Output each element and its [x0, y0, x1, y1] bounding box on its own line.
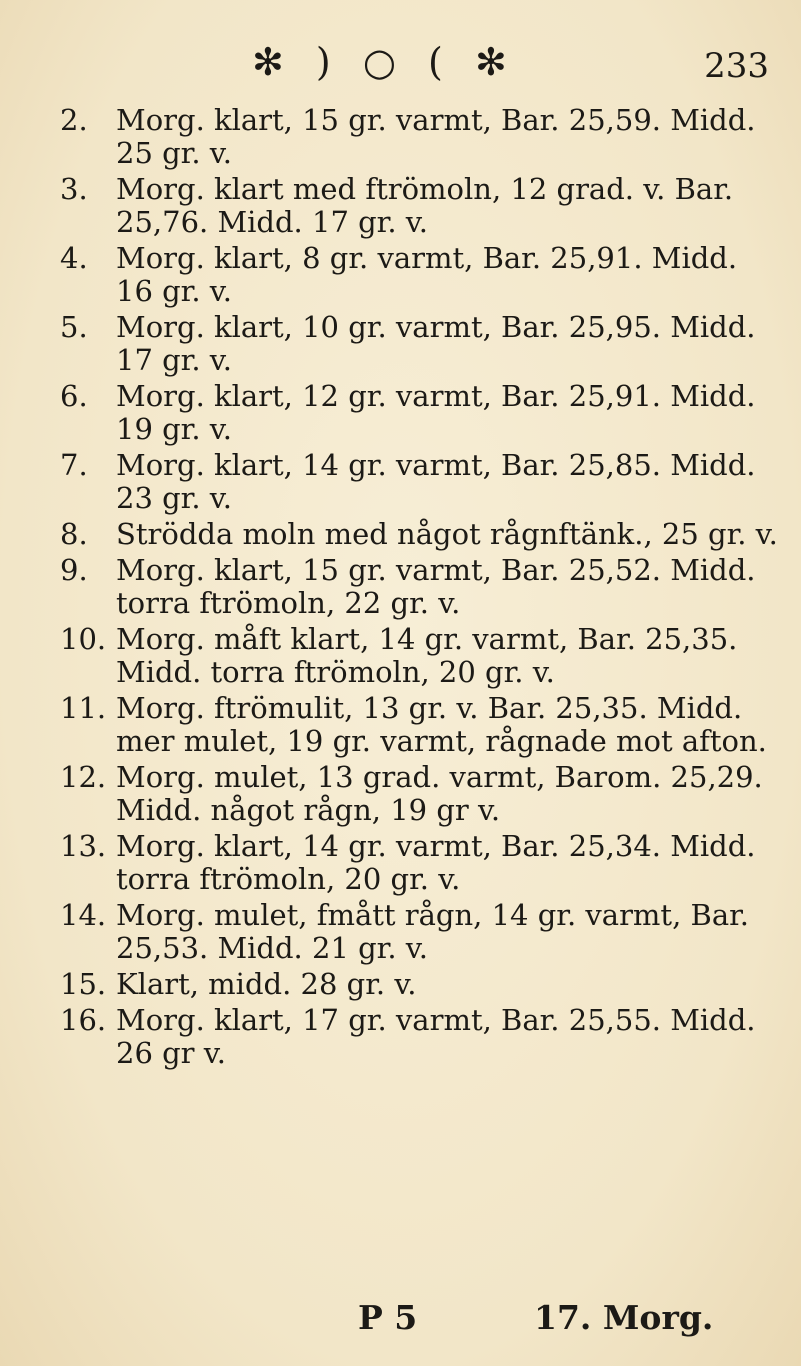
entry-text: Morg. klart, 14 gr. varmt, Bar. 25,85. Midd. 23 gr. v.	[116, 448, 756, 515]
log-entry	[60, 968, 780, 1001]
log-entry	[60, 449, 780, 515]
entry-text: Morg. mulet, fmått rågn, 14 gr. varmt, Bar. 25,53. Midd. 21 gr. v.	[116, 898, 750, 965]
entry-number: 5.	[60, 310, 88, 344]
log-entry	[60, 692, 780, 758]
log-entry	[60, 623, 780, 689]
entry-text: Morg. klart, 8 gr. varmt, Bar. 25,91. Midd. 16 gr. v.	[116, 241, 738, 308]
entry-text: Morg. måft klart, 14 gr. varmt, Bar. 25,35. Midd. torra ftrömoln, 20 gr. v.	[116, 622, 738, 689]
entry-number: 10.	[60, 622, 107, 656]
log-entry	[60, 1004, 780, 1070]
log-entry	[60, 554, 780, 620]
log-entry	[60, 173, 780, 239]
header-ornament: ✻ ) ○ ( ✻	[252, 40, 517, 84]
entry-number: 11.	[60, 691, 107, 725]
entry-number: 2.	[60, 103, 88, 137]
signature-mark: P 5	[358, 1298, 418, 1337]
catchword: 17. Morg.	[534, 1298, 714, 1337]
page-header	[0, 40, 801, 96]
entry-number: 16.	[60, 1003, 107, 1037]
entry-text: Morg. klart, 14 gr. varmt, Bar. 25,34. Midd. torra ftrömoln, 20 gr. v.	[116, 829, 756, 896]
entry-number: 3.	[60, 172, 88, 206]
log-entry	[60, 518, 780, 551]
log-entry	[60, 311, 780, 377]
entry-number: 6.	[60, 379, 88, 413]
entry-text: Klart, midd. 28 gr. v.	[116, 967, 417, 1001]
entry-text: Strödda moln med något rågnftänk., 25 gr. v.	[116, 517, 778, 551]
entry-text: Morg. ftrömulit, 13 gr. v. Bar. 25,35. Midd. mer mulet, 19 gr. varmt, rågnade mot afton.	[116, 691, 767, 758]
entry-text: Morg. klart, 15 gr. varmt, Bar. 25,59. Midd. 25 gr. v.	[116, 103, 756, 170]
entry-number: 14.	[60, 898, 107, 932]
entry-number: 9.	[60, 553, 88, 587]
entry-text: Morg. klart, 10 gr. varmt, Bar. 25,95. Midd. 17 gr. v.	[116, 310, 756, 377]
entry-number: 12.	[60, 760, 107, 794]
log-entry	[60, 242, 780, 308]
log-entry	[60, 104, 780, 170]
weather-log	[60, 104, 780, 1073]
log-entry	[60, 830, 780, 896]
entry-number: 8.	[60, 517, 88, 551]
log-entry	[60, 761, 780, 827]
entry-text: Morg. klart, 12 gr. varmt, Bar. 25,91. Midd. 19 gr. v.	[116, 379, 756, 446]
entry-number: 13.	[60, 829, 107, 863]
entry-number: 4.	[60, 241, 88, 275]
log-entry	[60, 899, 780, 965]
entry-text: Morg. klart, 17 gr. varmt, Bar. 25,55. Midd. 26 gr v.	[116, 1003, 756, 1070]
entry-number: 15.	[60, 967, 107, 1001]
entry-text: Morg. klart, 15 gr. varmt, Bar. 25,52. Midd. torra ftrömoln, 22 gr. v.	[116, 553, 756, 620]
entry-text: Morg. mulet, 13 grad. varmt, Barom. 25,29. Midd. något rågn, 19 gr v.	[116, 760, 763, 827]
page-footer	[0, 1298, 801, 1338]
page-number: 233	[704, 46, 769, 86]
entry-text: Morg. klart med ftrömoln, 12 grad. v. Bar. 25,76. Midd. 17 gr. v.	[116, 172, 734, 239]
entry-number: 7.	[60, 448, 88, 482]
log-entry	[60, 380, 780, 446]
